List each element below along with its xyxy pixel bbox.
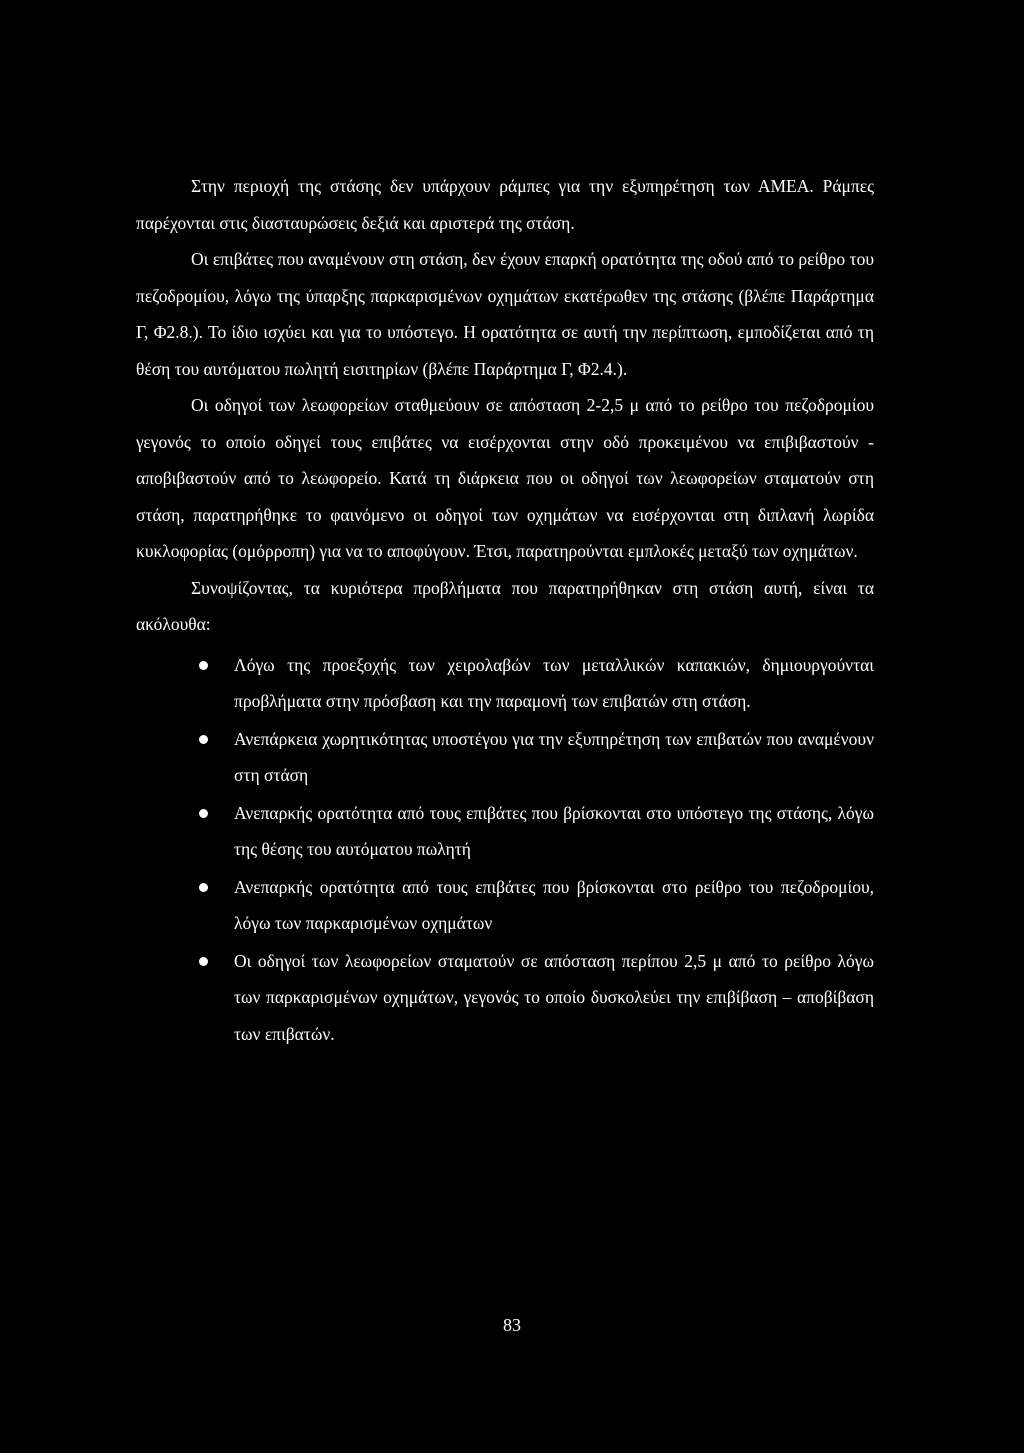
list-item: [136, 795, 874, 868]
list-item-text: Ανεπάρκεια χωρητικότητας υποστέγου για την εξυπηρέτηση των επιβατών που αναμένουν στη στάση: [234, 728, 874, 785]
page-number: 83: [503, 1315, 521, 1335]
bullet-icon: [199, 735, 208, 744]
list-item-text: Λόγω της προεξοχής των χειρολαβών των μεταλλικών καπακιών, δημιουργούνται προβλήματα στην πρόσβαση και την παραμονή των επιβατών στη στάση.: [234, 654, 874, 711]
bullet-icon: [199, 661, 208, 670]
list-item: [136, 647, 874, 720]
paragraph-ramps: Στην περιοχή της στάσης δεν υπάρχουν ράμπες για την εξυπηρέτηση των ΑΜΕΑ. Ράμπες παρέχονται στις διασταυρώσεις δεξιά και αριστερά της στάση.: [136, 176, 874, 233]
list-item-text: Ανεπαρκής ορατότητα από τους επιβάτες που βρίσκονται στο ρείθρο του πεζοδρομίου, λόγω των παρκαρισμένων οχημάτων: [234, 876, 874, 933]
bullet-icon: [199, 957, 208, 966]
list-item: [136, 943, 874, 1053]
list-item: [136, 721, 874, 794]
document-body: [136, 168, 874, 1053]
list-item: [136, 869, 874, 942]
paragraph-summary-intro: Συνοψίζοντας, τα κυριότερα προβλήματα που παρατηρήθηκαν στη στάση αυτή, είναι τα ακόλουθα:: [136, 577, 874, 634]
paragraph-visibility: Οι επιβάτες που αναμένουν στη στάση, δεν έχουν επαρκή ορατότητα της οδού από το ρείθρο του πεζοδρομίου, λόγω της ύπαρξης παρκαρισμένων οχημάτων εκατέρωθεν της στάσης (βλέπε Παράρτημα Γ, Φ2.8.). Το ίδιο ισχύει και για το υπόστεγο. Η ορατότητα σε αυτή την περίπτωση, εμποδίζεται από τη θέση του αυτόματου πωλητή εισιτηρίων (βλέπε Παράρτημα Γ, Φ2.4.).: [136, 249, 874, 379]
list-item-text: Ανεπαρκής ορατότητα από τους επιβάτες που βρίσκονται στο υπόστεγο της στάσης, λόγω της θέσης του αυτόματου πωλητή: [234, 802, 874, 859]
problems-list: [136, 647, 874, 1053]
list-item-text: Οι οδηγοί των λεωφορείων σταματούν σε απόσταση περίπου 2,5 μ από το ρείθρο λόγω των παρκαρισμένων οχημάτων, γεγονός το οποίο δυσκολεύει την επιβίβαση – αποβίβαση των επιβατών.: [234, 950, 874, 1044]
bullet-icon: [199, 809, 208, 818]
bullet-icon: [199, 883, 208, 892]
paragraph-bus-drivers: Οι οδηγοί των λεωφορείων σταθμεύουν σε απόσταση 2-2,5 μ από το ρείθρο του πεζοδρομίου γεγονός το οποίο οδηγεί τους επιβάτες να εισέρχονται στην οδό προκειμένου να επιβιβαστούν - αποβιβαστούν από το λεωφορείο. Κατά τη διάρκεια που οι οδηγοί των λεωφορείων σταματούν στη στάση, παρατηρήθηκε το φαινόμενο οι οδηγοί των οχημάτων να εισέρχονται στη διπλανή λωρίδα κυκλοφορίας (ομόρροπη) για να το αποφύγουν. Έτσι, παρατηρούνται εμπλοκές μεταξύ των οχημάτων.: [136, 395, 874, 561]
